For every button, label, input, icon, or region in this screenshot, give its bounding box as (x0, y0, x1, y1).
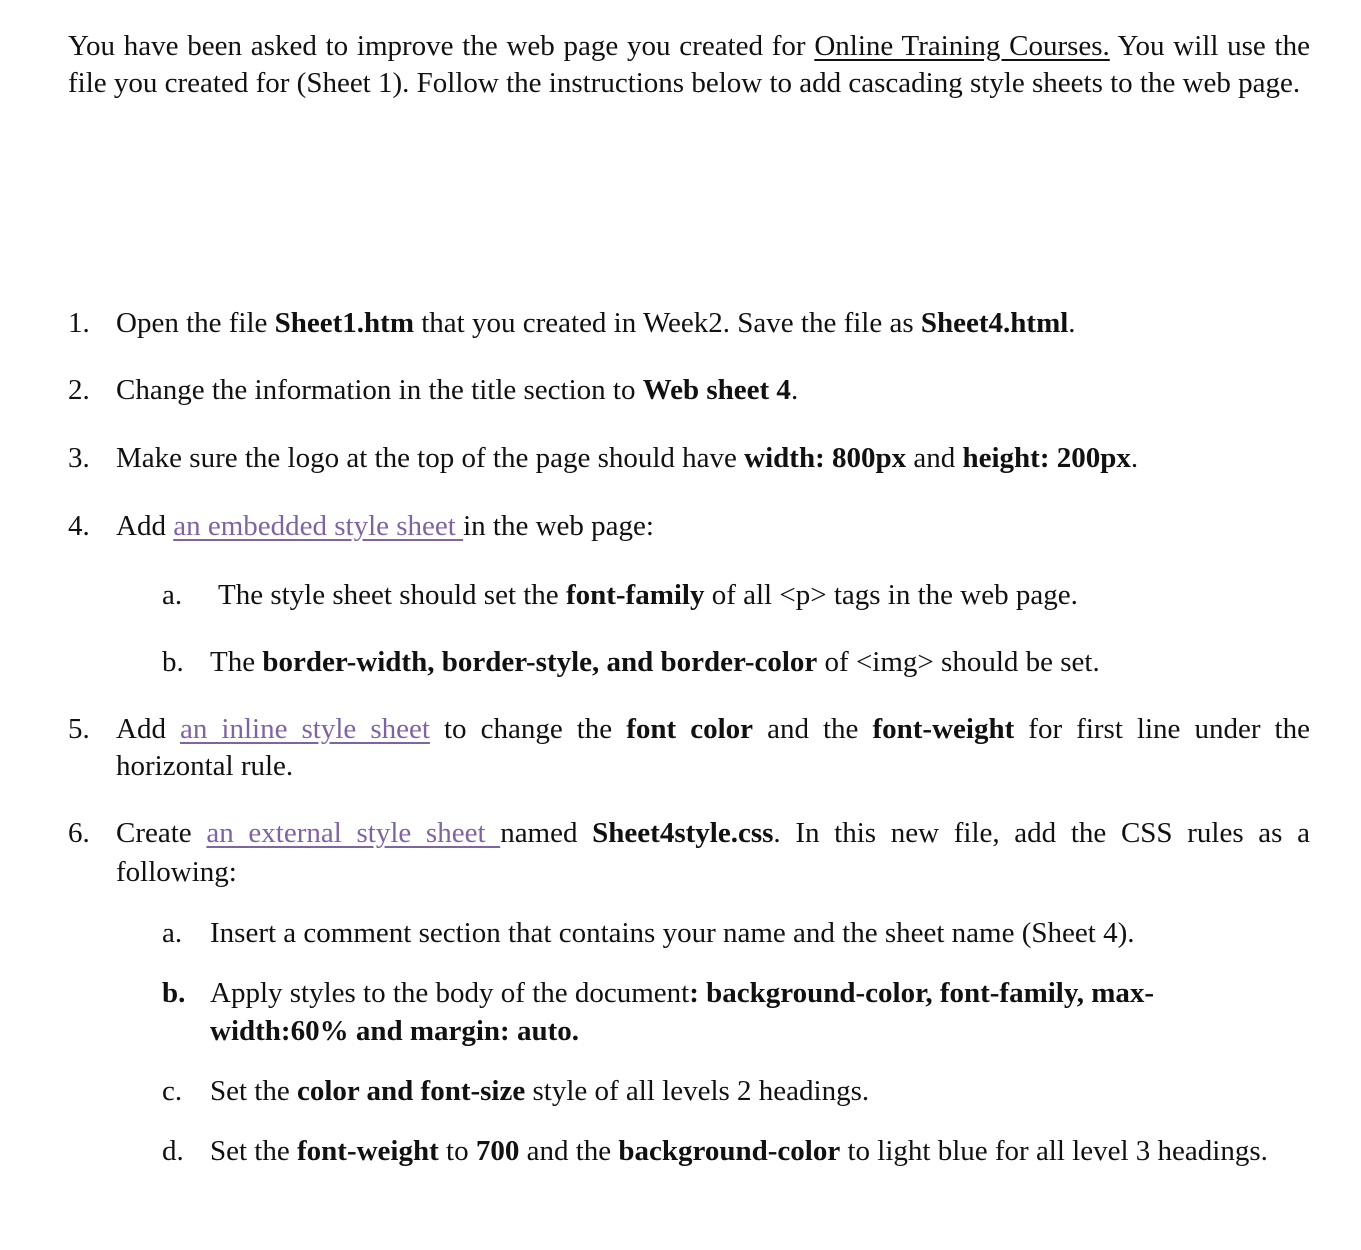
intro-paragraph (68, 28, 1310, 102)
step-number: 6. (68, 817, 90, 849)
step-text: Create an external style sheet named Sheet4style.css. In this new file, add the CSS rules as a following: (116, 817, 1310, 888)
bold-filename: Sheet4.html (920, 307, 1069, 339)
sub-letter: a. (162, 579, 183, 611)
sub-text: Insert a comment section that contains your name and the sheet name (Sheet 4). (210, 917, 1135, 949)
sub-letter: d. (162, 1135, 184, 1167)
embedded-style-sheet-link[interactable]: an embedded style sheet (173, 510, 464, 542)
sub-letter: c. (162, 1075, 183, 1107)
sub-text: The style sheet should set the font-family of all <p> tags in the web page. (218, 579, 1078, 611)
sub-text: Set the color and font-size style of all levels 2 headings. (210, 1075, 870, 1107)
sub-letter: b. (162, 646, 184, 678)
bold-width: width: 800px (744, 442, 907, 474)
step-number: 3. (68, 442, 90, 474)
step-text: Add an inline style sheet to change the font color and the font-weight for first line under the horizontal rule. (116, 713, 1310, 782)
step-number: 4. (68, 510, 90, 542)
step-number: 5. (68, 713, 90, 745)
sub-letter: b. (162, 977, 186, 1009)
sub-text: Set the font-weight to 700 and the background-color to light blue for all level 3 headings. (210, 1135, 1268, 1167)
bold-height: height: 200px (962, 442, 1131, 474)
step-text: Make sure the logo at the top of the page should have width: 800px and height: 200px. (116, 442, 1139, 474)
sub-text: The border-width, border-style, and border-color of <img> should be set. (210, 646, 1100, 678)
sub-letter: a. (162, 917, 183, 949)
intro-text-end: You will use the file you created for (Sheet 1). Follow the instructions below to add cascading style sheets to the web page. (68, 30, 1310, 99)
step-text: Open the file Sheet1.htm that you created in Week2. Save the file as Sheet4.html. (116, 307, 1076, 339)
inline-style-sheet-link[interactable]: an inline style sheet (180, 713, 430, 745)
bold-title: Web sheet 4 (642, 374, 791, 406)
step-text: Change the information in the title section to Web sheet 4. (116, 374, 799, 406)
step-number: 1. (68, 307, 90, 339)
step-text: Add an embedded style sheet in the web page: (116, 510, 654, 542)
intro-course-link[interactable]: Online Training Courses. (814, 30, 1110, 62)
step-number: 2. (68, 374, 90, 406)
intro-text-start: You have been asked to improve the web page you created for (68, 30, 815, 62)
sub-text: Apply styles to the body of the document: background-color, font-family, max-width:60% and margin: auto. (210, 977, 1155, 1047)
external-style-sheet-link[interactable]: an external style sheet (206, 817, 501, 849)
bold-filename: Sheet1.htm (274, 307, 414, 339)
